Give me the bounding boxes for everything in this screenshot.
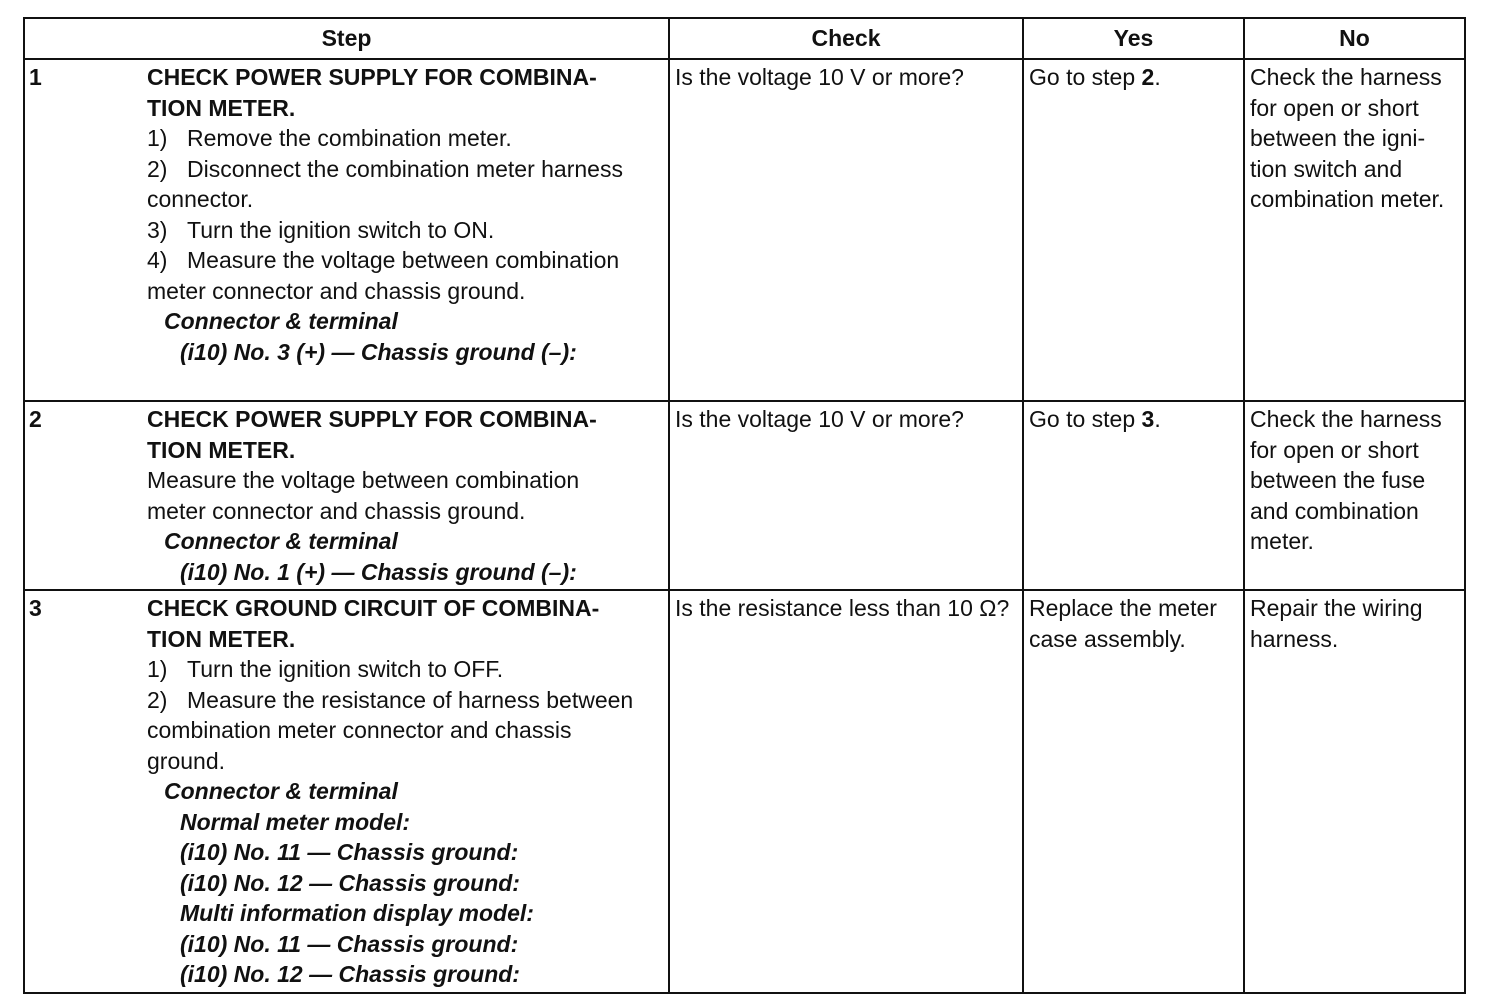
header-yes: Yes [1023,18,1244,59]
procedure-item [147,215,662,246]
procedure-number: 1) [147,656,168,682]
no-text: tion switch and [1250,155,1403,182]
step-number: 2 [24,401,145,590]
no-text: for open or short [1250,94,1419,121]
header-row [24,18,1465,59]
no-text: Check the harness [1250,64,1442,90]
yes-action [1023,590,1244,993]
procedure-text: Measure the voltage between combination [187,247,620,273]
no-text: harness. [1250,625,1339,652]
no-action [1244,590,1465,993]
procedure-text: meter connector and chassis ground. [147,497,526,524]
header-step: Step [24,18,669,59]
connector-spec: (i10) No. 3 (+) — Chassis ground (–): [180,338,577,365]
step-title: TION METER. [147,625,296,652]
step-title: CHECK GROUND CIRCUIT OF COMBINA- [147,595,600,621]
step-title: TION METER. [147,94,296,121]
step-title: TION METER. [147,436,296,463]
step-description [145,590,669,993]
procedure-continuation: ground. [147,747,226,774]
check-question: Is the voltage 10 V or more? [669,401,1023,590]
yes-text: Replace the meter [1029,595,1217,621]
header-check: Check [669,18,1023,59]
step-reference: 2 [1141,64,1155,90]
procedure-item [147,685,662,716]
procedure-item [147,154,662,185]
procedure-text: Turn the ignition switch to ON. [187,216,495,243]
no-text: between the igni- [1250,125,1426,151]
step-number: 1 [24,59,145,401]
yes-action [1023,59,1244,401]
connector-spec: (i10) No. 12 — Chassis ground: [180,869,520,896]
diagnostic-table [23,17,1466,994]
procedure-item [147,123,662,154]
no-action [1244,401,1465,590]
connector-spec: (i10) No. 1 (+) — Chassis ground (–): [180,558,577,585]
no-text: for open or short [1250,436,1419,463]
connector-label: Connector & terminal [164,528,398,554]
no-text: Check the harness [1250,406,1442,432]
procedure-text: Disconnect the combination meter harness [187,155,623,182]
no-text: and combination [1250,497,1419,524]
procedure-number: 2) [147,155,168,182]
procedure-continuation: meter connector and chassis ground. [147,277,526,304]
procedure-text: Measure the resistance of harness between [187,686,634,713]
connector-label: Connector & terminal [164,308,398,334]
step-description [145,59,669,401]
procedure-item [147,654,662,685]
no-text: Repair the wiring [1250,595,1423,621]
procedure-number: 3) [147,216,168,243]
procedure-number: 1) [147,125,168,151]
yes-action [1023,401,1244,590]
step-description [145,401,669,590]
yes-text: Go to step [1029,406,1142,432]
procedure-text: Turn the ignition switch to OFF. [187,656,504,682]
no-text: between the fuse [1250,467,1426,493]
connector-label: Connector & terminal [164,778,398,804]
procedure-continuation: combination meter connector and chassis [147,717,572,743]
table-row [24,59,1465,401]
procedure-text: Remove the combination meter. [187,125,512,151]
procedure-continuation: connector. [147,186,254,212]
yes-text: case assembly. [1029,625,1186,652]
step-number: 3 [24,590,145,993]
connector-model: Normal meter model: [180,808,411,835]
procedure-item [147,245,662,276]
procedure-text: Measure the voltage between combination [147,467,580,493]
procedure-number: 4) [147,247,168,273]
connector-spec: (i10) No. 12 — Chassis ground: [180,961,520,987]
connector-spec: (i10) No. 11 — Chassis ground: [180,839,519,865]
step-title: CHECK POWER SUPPLY FOR COMBINA- [147,64,597,90]
yes-suffix: . [1154,406,1161,432]
yes-suffix: . [1154,64,1161,90]
procedure-number: 2) [147,686,168,713]
connector-spec: (i10) No. 11 — Chassis ground: [180,930,519,957]
table-row [24,590,1465,993]
check-question: Is the voltage 10 V or more? [669,59,1023,401]
no-action [1244,59,1465,401]
check-question: Is the resistance less than 10 Ω? [669,590,1023,993]
step-title: CHECK POWER SUPPLY FOR COMBINA- [147,406,597,432]
header-no: No [1244,18,1465,59]
no-text: meter. [1250,528,1314,554]
step-reference: 3 [1141,406,1155,432]
connector-model: Multi information display model: [180,900,534,926]
yes-text: Go to step [1029,64,1142,90]
table-row [24,401,1465,590]
no-text: combination meter. [1250,186,1445,212]
